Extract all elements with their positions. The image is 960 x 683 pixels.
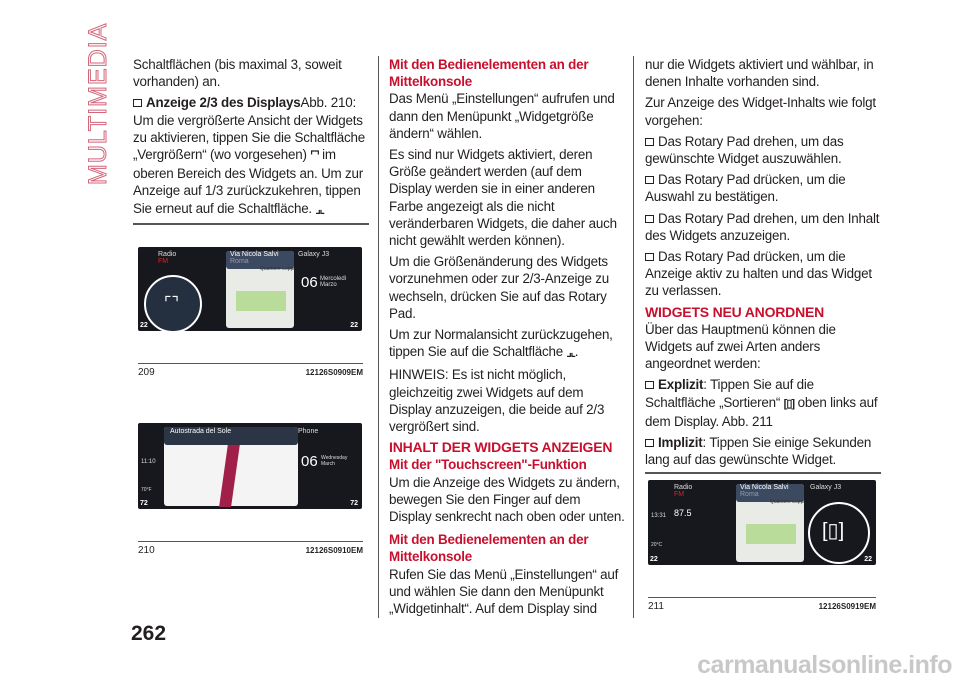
item-title: Implizit — [658, 435, 703, 451]
sort-icon: [▯] — [822, 520, 845, 542]
checkbox-bullet-icon — [645, 215, 654, 223]
column-1 — [133, 56, 369, 225]
temp-left: 22 — [140, 322, 148, 329]
text: Um zur Normalansicht zurückzugehen, tippen Sie auf die Schaltfläche — [389, 327, 613, 360]
heading: INHALT DER WIDGETS ANZEIGEN — [389, 439, 613, 456]
day: 06 — [301, 453, 318, 470]
figure-209 — [138, 247, 362, 331]
item-text: oben links auf dem Display. Abb. 211 — [645, 394, 878, 429]
paragraph: Um die Anzeige des Widgets zu ändern, bewegen Sie den Finger auf dem Display senkrecht nach oben oder unten. — [389, 474, 625, 525]
phone-label: Phone — [298, 428, 319, 435]
column-3 — [645, 56, 881, 474]
paragraph: Über das Hauptmenü können die Widgets auf zwei Arten anders angeordnet werden: — [645, 321, 836, 372]
figure-caption — [138, 363, 363, 378]
item-text: im oberen Bereich des Widgets an. Um zur Anzeige auf 1/3 zurückzukehren, tippen Sie erneut auf die Schaltfläche. — [133, 147, 364, 216]
paragraph: Rufen Sie das Menü „Einstellungen“ auf und wählen Sie dann den Menüpunkt „Widgetinhalt“. Auf dem Display sind — [389, 566, 619, 617]
expand-icon: ⌜⌝ — [310, 150, 319, 163]
temp-right: 22 — [864, 556, 872, 563]
section-label: MULTIMEDIA — [84, 22, 112, 185]
item-title: Explizit — [658, 377, 704, 393]
outside-temp: 20°C — [651, 542, 663, 548]
column-divider — [378, 56, 379, 618]
figure-caption — [648, 597, 876, 612]
area-label: Quartiere Loppi — [770, 499, 805, 505]
subheading: Mit der "Touchscreen"-Funktion — [389, 457, 587, 473]
checkbox-bullet-icon — [645, 253, 654, 261]
figure-210 — [138, 423, 362, 509]
paragraph: nur die Widgets aktiviert und wählbar, in denen Inhalte vorhanden sind. — [645, 57, 874, 90]
list-item — [645, 210, 881, 244]
outside-temp: 70°F — [141, 487, 152, 493]
item-title: Anzeige 2/3 des Displays — [146, 95, 301, 111]
checkbox-bullet-icon — [133, 99, 142, 107]
month: Marzo — [320, 282, 337, 288]
street-label: Autostrada del Sole — [170, 428, 232, 435]
city-label: Roma — [230, 258, 249, 265]
figure-number: 209 — [138, 367, 155, 378]
item-text: : Tippen Sie einige Sekunden lang auf das gewünschte Widget. — [645, 435, 872, 468]
column-2 — [389, 56, 625, 621]
paragraph: Zur Anzeige des Widget-Inhalts wie folgt vorgehen: — [645, 95, 876, 128]
item-text: Das Rotary Pad drücken, um die Auswahl zu bestätigen. — [645, 172, 846, 205]
temp-right: 22 — [350, 322, 358, 329]
radio-label: Radio — [158, 251, 177, 258]
temp-right: 72 — [350, 500, 358, 507]
phone-label: Galaxy J3 — [298, 251, 330, 258]
figure-code: 12126S0919EM — [818, 602, 876, 611]
checkbox-bullet-icon — [645, 439, 654, 447]
paragraph: HINWEIS: Es ist nicht möglich, gleichzeitig zwei Widgets auf dem Display anzuzeigen, die beide auf 2/3 vergrößert sind. — [389, 367, 605, 435]
checkbox-bullet-icon — [645, 138, 654, 146]
figure-caption — [138, 541, 363, 556]
band-label: FM — [674, 491, 685, 498]
paragraph: Um die Größenänderung des Widgets vorzunehmen oder zur 2/3-Anzeige zu wechseln, drücken Sie auf das Rotary Pad. — [389, 254, 610, 321]
watermark: carmanualsonline.info — [697, 651, 952, 679]
radio-label: Radio — [674, 484, 693, 491]
temp-left: 72 — [140, 500, 148, 507]
frequency: 87.5 — [674, 508, 692, 518]
phone-label: Galaxy J3 — [810, 484, 842, 491]
item-text: Das Rotary Pad drehen, um den Inhalt des Widgets anzuzeigen. — [645, 210, 880, 243]
subheading: Mit den Bedienelementen an der Mittelkonsole — [389, 57, 589, 90]
item-text: Abb. 210: Um die vergrößerte Ansicht der Widgets zu aktivieren, tippen Sie die Schaltfläche „Vergrößern“ (wo vorgesehen) — [133, 95, 366, 163]
area-label: Quartiere Loppi — [260, 266, 295, 272]
divider — [645, 472, 881, 474]
paragraph: Das Menü „Einstellungen“ aufrufen und dann den Menüpunkt „Widgetgröße ändern“ wählen. — [389, 91, 615, 141]
list-item — [645, 434, 881, 468]
figure-code: 12126S0910EM — [305, 546, 363, 555]
street-label: Via Nicola Salvi — [230, 251, 279, 258]
city-label: Roma — [740, 491, 759, 498]
weekday: Wednesday — [321, 455, 348, 461]
time-label: 13:31 — [651, 513, 667, 519]
figure-211 — [648, 480, 876, 565]
expand-icon: ⌜⌝ — [164, 295, 179, 312]
checkbox-bullet-icon — [645, 176, 654, 184]
list-item — [133, 94, 369, 218]
column-divider — [633, 56, 634, 618]
paragraph: Um zur Normalansicht zurückzugehen, tippen Sie auf die Schaltfläche ⌟⌞. — [389, 326, 625, 362]
item-text: Das Rotary Pad drehen, um das gewünschte Widget auszuwählen. — [645, 133, 844, 167]
collapse-icon: ⌟⌞ — [566, 347, 575, 360]
list-item — [645, 376, 881, 430]
street-label: Via Nicola Salvi — [740, 484, 789, 491]
list-item — [645, 171, 881, 205]
checkbox-bullet-icon — [645, 381, 654, 389]
figure-number: 210 — [138, 545, 155, 556]
item-text: Das Rotary Pad drücken, um die Anzeige aktiv zu halten und das Widget zu verlassen. — [645, 249, 872, 299]
collapse-icon: ⌟⌞ — [315, 203, 324, 216]
heading: WIDGETS NEU ANORDNEN — [645, 303, 825, 320]
figure-code: 12126S0909EM — [305, 368, 363, 377]
section-tab — [84, 22, 114, 185]
day: 06 — [301, 274, 318, 291]
weekday: Mercoledì — [320, 276, 347, 282]
time-label: 11:10 — [141, 459, 156, 465]
item-text: : Tippen Sie auf die Schaltfläche „Sortieren“ — [645, 377, 814, 410]
list-item — [645, 133, 881, 167]
paragraph: Es sind nur Widgets aktiviert, deren Größe geändert werden (auf dem Display werden sie in einer anderen Farbe angezeigt als die nicht veränderbaren Widgets, die daher auch nicht gewählt werden können). — [389, 147, 617, 249]
list-item — [645, 248, 881, 300]
sort-icon: [▯] — [783, 397, 795, 410]
figure-number: 211 — [648, 601, 664, 612]
paragraph: Schaltflächen (bis maximal 3, soweit vorhanden) an. — [133, 57, 342, 90]
divider — [133, 223, 369, 225]
month: March — [321, 461, 335, 467]
subheading: Mit den Bedienelementen an der Mittelkonsole — [389, 532, 589, 565]
band-label: FM — [158, 258, 169, 265]
temp-left: 22 — [650, 556, 658, 563]
page-number: 262 — [131, 622, 167, 645]
